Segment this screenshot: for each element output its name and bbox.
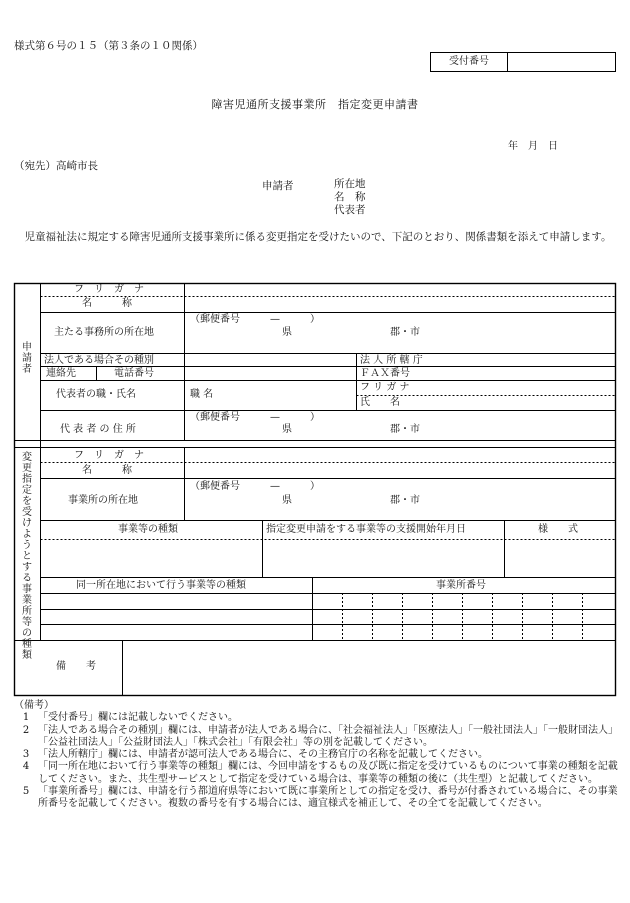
fax-label: ＦＡＸ番号 (360, 368, 410, 379)
note-number: 1 (22, 712, 30, 724)
notes-heading: （備考） (14, 700, 54, 711)
note-number: 3 (22, 749, 30, 761)
note-text: 「法人である場合その種別」欄には、申請者が法人である場合に、「社会福祉法人」「医療法人」「一般社団法人」「一般財団法人」「公益社団法人」「公益財団法人」「株式会社」「有限会社」等の別を記載してください。 (38, 724, 618, 748)
note-text: 「法人所轄庁」欄には、申請者が認可法人である場合に、その主務官庁の名称を記載してください。 (38, 749, 488, 761)
receipt-number-label: 受付番号 (431, 53, 508, 71)
note-text: 「事業所番号」欄には、申請を行う都道府県等において既に事業所としての指定を受け、番号が付番されている場合に、その事業所番号を記載してください。複数の番号を有する場合には、適宜様式を補正して、その全てを記載してください。 (38, 786, 618, 810)
business-address-label: 事業所の所在地 (68, 495, 138, 506)
rep-address-label: 代 表 者 の 住 所 (60, 424, 136, 435)
phone-label: 電話番号 (114, 368, 154, 379)
furigana-label: フ リ ガ ナ (74, 284, 144, 295)
note-item (14, 749, 618, 761)
note-number: 2 (22, 724, 30, 736)
business-furigana-label: フ リ ガ ナ (74, 450, 144, 461)
main-office-address-label: 主たる事務所の所在地 (54, 327, 154, 338)
date-line: 年 月 日 (508, 141, 558, 152)
contact-label: 連絡先 (46, 368, 76, 379)
request-text: 児童福祉法に規定する障害児通所支援事業所に係る変更指定を受けたいので、下記のとおり、関係書類を添えて申請します。 (24, 231, 612, 243)
rep-title-name-label: 代表者の職・氏名 (56, 389, 136, 400)
job-title-label: 職 名 (190, 389, 214, 400)
notes-section (14, 700, 618, 811)
rep-furigana-label: フ リ ガ ナ (360, 382, 410, 393)
name-label: 名 称 (82, 298, 132, 309)
business-type-header: 事業等の種類 (118, 524, 178, 535)
rep-name-label: 氏 名 (360, 397, 400, 408)
rep-postal-code-label: （郵便番号 — ） (190, 412, 320, 423)
note-number: 5 (22, 786, 30, 798)
rep-prefecture-label: 県 (282, 424, 292, 435)
start-date-header: 指定変更申請をする事業等の支援開始年月日 (266, 524, 466, 535)
section-applicant-label: 申請者 (22, 342, 32, 375)
business-name-label: 名 称 (82, 465, 132, 476)
note-item (14, 761, 618, 786)
city-label: 郡・市 (390, 327, 420, 338)
corp-type-label: 法人である場合その種別 (44, 355, 154, 366)
business-number-header: 事業所番号 (436, 580, 486, 591)
note-number: 4 (22, 761, 30, 773)
applicant-address-label: 所在地 (334, 178, 366, 190)
addressee: （宛先）高崎市長 (14, 160, 98, 172)
section-business-label: 変更指定を受けようとする事業所等の種類 (22, 452, 32, 661)
form-header: 様 式 (538, 524, 578, 535)
note-item (14, 725, 618, 750)
note-text: 「同一所在地において行う事業等の種類」欄には、今回申請をするもの及び既に指定を受けているものについて事業の種類を記載してください。また、共生型サービスとして指定を受けている場合は、事業等の種類の後に（共生型）と記載してください。 (38, 761, 618, 785)
note-item (14, 712, 618, 724)
postal-code-label: （郵便番号 — ） (190, 314, 320, 325)
page-title: 障害児通所支援事業所 指定変更申請書 (211, 98, 419, 111)
same-location-header: 同一所在地において行う事業等の種類 (76, 580, 246, 591)
business-city-label: 郡・市 (390, 495, 420, 506)
applicant-label: 申請者 (262, 180, 294, 192)
applicant-name-label: 名 称 (334, 191, 366, 203)
prefecture-label: 県 (282, 327, 292, 338)
applicant-representative-label: 代表者 (334, 204, 366, 216)
business-postal-code-label: （郵便番号 — ） (190, 481, 320, 492)
remarks-label: 備 考 (56, 661, 96, 672)
note-text: 「受付番号」欄には記載しないでください。 (38, 712, 238, 724)
rep-city-label: 郡・市 (390, 424, 420, 435)
business-prefecture-label: 県 (282, 495, 292, 506)
form-number: 様式第６号の１５（第３条の１０関係） (14, 40, 203, 52)
corp-authority-label: 法 人 所 轄 庁 (360, 355, 423, 366)
note-item (14, 786, 618, 811)
